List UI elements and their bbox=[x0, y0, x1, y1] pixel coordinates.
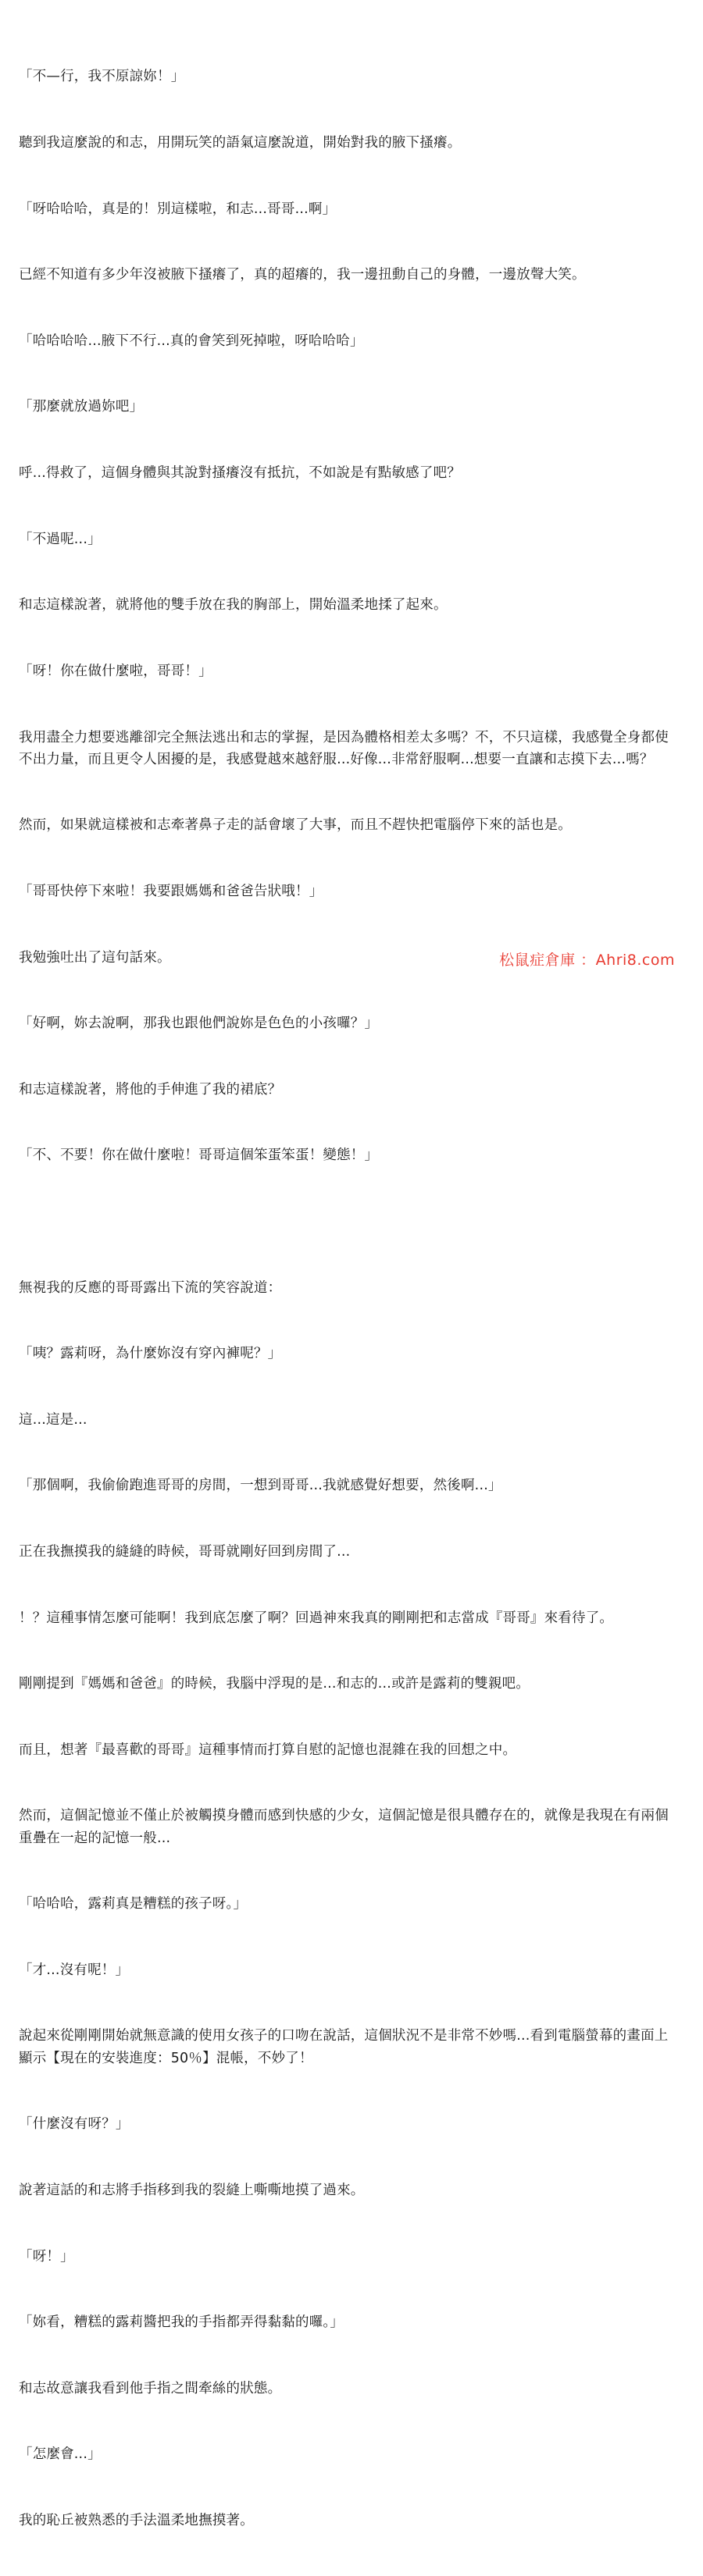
paragraph: 然而，這個記憶並不僅止於被觸摸身體而感到快感的少女，這個記憶是很具體存在的，就像是我現在有兩個重疊在一起的記憶一般... bbox=[19, 1808, 669, 1846]
paragraph: 「咦？露莉呀，為什麼妳沒有穿內褲呢？」 bbox=[19, 1346, 282, 1362]
paragraph: 然而，如果就這樣被和志牽著鼻子走的話會壞了大事，而且不趕快把電腦停下來的話也是。 bbox=[19, 817, 572, 834]
paragraph: 無視我的反應的哥哥露出下流的笑容說道： bbox=[19, 1279, 282, 1296]
paragraph: 「哥哥快停下來啦！我要跟媽媽和爸爸告狀哦！」 bbox=[19, 883, 323, 899]
paragraph: 「哈哈哈，露莉真是糟糕的孩子呀。」 bbox=[19, 1896, 248, 1912]
paragraph: 和志這樣說著，就將他的雙手放在我的胸部上，開始溫柔地揉了起來。 bbox=[19, 597, 448, 614]
paragraph: 「才...沒有呢！」 bbox=[19, 1962, 130, 1978]
paragraph: 聽到我這麼說的和志，用開玩笑的語氣這麼說道，開始對我的腋下搔癢。 bbox=[19, 135, 462, 151]
paragraph: 和志故意讓我看到他手指之間牽絲的狀態。 bbox=[19, 2380, 282, 2396]
paragraph: 「不過呢...」 bbox=[19, 531, 102, 547]
paragraph: 「不—行，我不原諒妳！」 bbox=[19, 69, 185, 85]
paragraph: 我的恥丘被熟悉的手法溫柔地撫摸著。 bbox=[19, 2512, 254, 2528]
paragraph: 我用盡全力想要逃離卻完全無法逃出和志的掌握，是因為體格相差太多嗎？不，不只這樣，我感覺全身都使不出力量，而且更令人困擾的是，我感覺越來越舒服...好像...非常舒服啊...想要一直讓和志摸下去...嗎？ bbox=[19, 729, 669, 767]
paragraph: 和志這樣說著，將他的手伸進了我的裙底？ bbox=[19, 1081, 282, 1098]
paragraph: 這...這是... bbox=[19, 1411, 87, 1428]
paragraph: 「那個啊，我偷偷跑進哥哥的房間，一想到哥哥...我就感覺好想要，然後啊...」 bbox=[19, 1478, 502, 1494]
story-text-block bbox=[19, 22, 680, 2576]
watermark-footer: 松鼠症倉庫 ：Ahri8.com bbox=[499, 952, 675, 969]
paragraph: 「呀！」 bbox=[19, 2248, 74, 2265]
paragraph: 「妳看，糟糕的露莉醬把我的手指都弄得黏黏的囉。」 bbox=[19, 2314, 344, 2331]
paragraph: 我勉強吐出了這句話來。 bbox=[19, 949, 171, 966]
paragraph: 說著這話的和志將手指移到我的裂縫上嘶嘶地摸了過來。 bbox=[19, 2182, 365, 2198]
paragraph: 「不、不要！你在做什麼啦！哥哥這個笨蛋笨蛋！變態！」 bbox=[19, 1147, 379, 1164]
paragraph: 剛剛提到『媽媽和爸爸』的時候，我腦中浮現的是...和志的...或許是露莉的雙親吧。 bbox=[19, 1676, 530, 1692]
paragraph: 呼...得救了，這個身體與其說對搔癢沒有抵抗，不如說是有點敏感了吧？ bbox=[19, 465, 461, 482]
paragraph: 「呀！你在做什麼啦，哥哥！」 bbox=[19, 663, 212, 679]
paragraph: 「那麼就放過妳吧」 bbox=[19, 399, 144, 415]
paragraph: 「怎麼會...」 bbox=[19, 2446, 102, 2463]
paragraph: 「呀哈哈哈，真是的！別這樣啦，和志...哥哥...啊」 bbox=[19, 201, 337, 217]
paragraph: 而且，想著『最喜歡的哥哥』這種事情而打算自慰的記憶也混雜在我的回想之中。 bbox=[19, 1742, 517, 1758]
paragraph: 已經不知道有多少年沒被腋下搔癢了，真的超癢的，我一邊扭動自己的身體，一邊放聲大笑。 bbox=[19, 267, 586, 283]
paragraph: 說起來從剛剛開始就無意識的使用女孩子的口吻在說話，這個狀況不是非常不妙嗎...看到電腦螢幕的畫面上顯示【現在的安裝進度：50％】混帳，不妙了！ bbox=[19, 2028, 669, 2066]
paragraph: 「什麼沒有呀？」 bbox=[19, 2116, 130, 2133]
paragraph: ！？這種事情怎麼可能啊！我到底怎麼了啊？回過神來我真的剛剛把和志當成『哥哥』來看待了。 bbox=[19, 1610, 614, 1626]
paragraph: 「哈哈哈哈...腋下不行...真的會笑到死掉啦，呀哈哈哈」 bbox=[19, 333, 364, 349]
paragraph: 「好啊，妳去說啊，那我也跟他們說妳是色色的小孩囉？」 bbox=[19, 1016, 379, 1032]
paragraph-spacer bbox=[19, 1211, 680, 1233]
paragraph: 正在我撫摸我的縫縫的時候，哥哥就剛好回到房間了... bbox=[19, 1544, 351, 1560]
